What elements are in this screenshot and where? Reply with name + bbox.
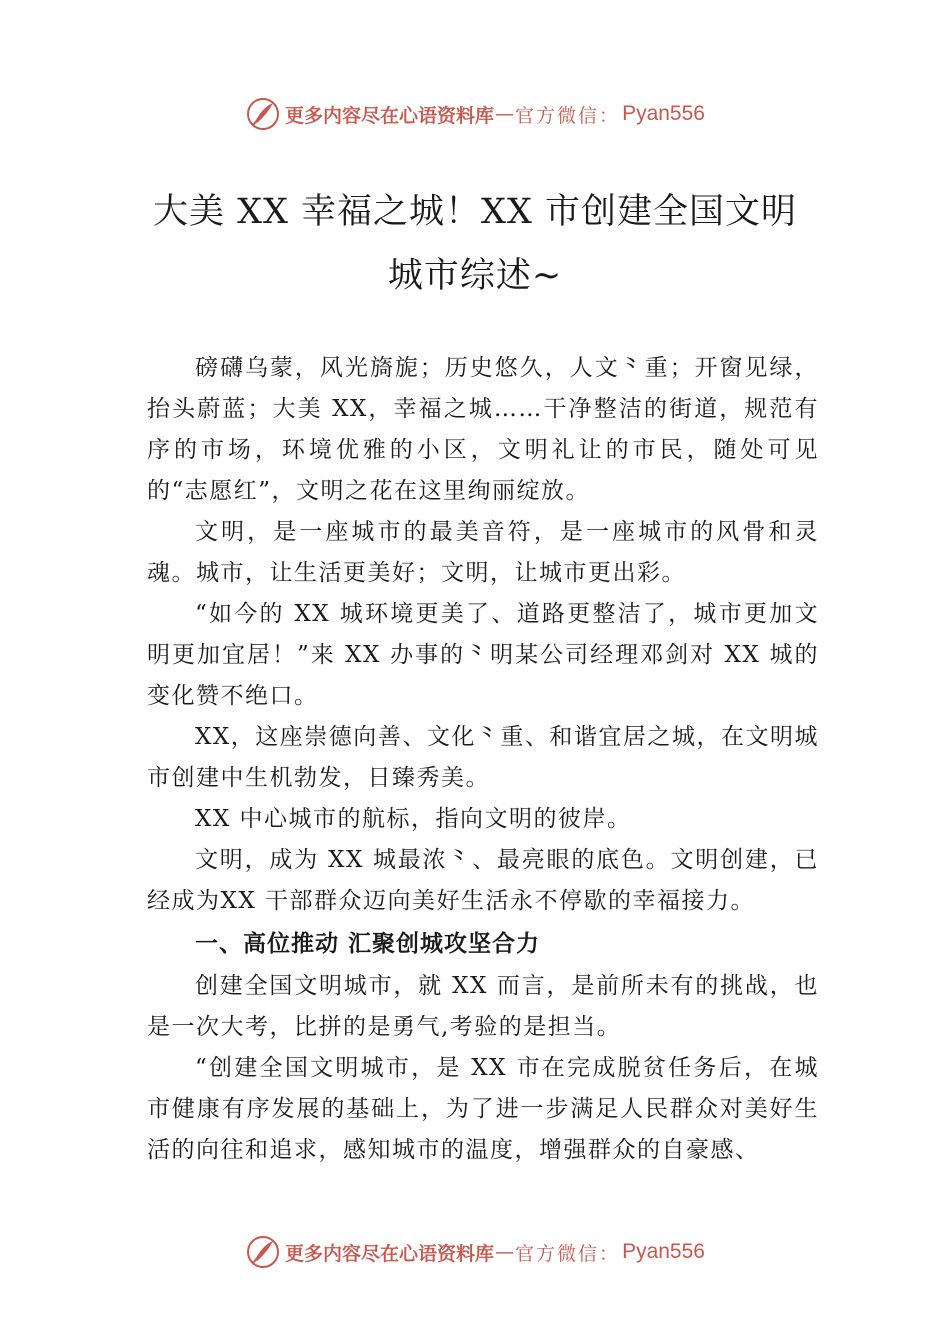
- paragraph: 文明，是一座城市的最美音符，是一座城市的风骨和灵魂。城市，让生活更美好；文明，让城市更出彩。: [147, 519, 819, 586]
- banner-wechat-label: 官方微信：: [515, 104, 621, 127]
- title-line-2: 城市综述~: [387, 256, 563, 296]
- header-banner: [0, 94, 950, 134]
- paragraph: XX，这座崇德向善、文化⺀重、和谐宜居之城，在文明城市创建中生机勃发，日臻秀美。: [147, 724, 819, 791]
- title-line-1: 大美 XX 幸福之城！XX 市创建全国文明: [152, 192, 798, 232]
- banner-brand-text: 更多内容尽在心语资料库: [285, 1242, 495, 1265]
- banner-brand-text: 更多内容尽在心语资料库: [285, 104, 495, 127]
- document-title: [0, 180, 950, 308]
- banner-wechat-label: 官方微信：: [515, 1242, 621, 1265]
- banner-wechat-id: Pyan556: [622, 1240, 705, 1263]
- paragraph: 磅礴乌蒙，风光旖旎；历史悠久，人文⺀重；开窗见绿，抬头蔚蓝；大美 XX，幸福之城……干净整洁的街道，规范有序的市场，环境优雅的小区，文明礼让的市民，随处可见的“志愿红”，文明之花在这里绚丽绽放。: [147, 355, 819, 504]
- banner-dash: —: [495, 103, 515, 125]
- paragraph: “创建全国文明城市，是 XX 市在完成脱贫任务后，在城市健康有序发展的基础上，为了进一步满足人民群众对美好生活的向往和追求，感知城市的温度，增强群众的自豪感、: [147, 1055, 819, 1163]
- banner-wechat-id: Pyan556: [622, 102, 705, 125]
- paragraph: 文明，成为 XX 城最浓⺀、最亮眼的底色。文明创建，已经成为XX 干部群众迈向美好生活永不停歇的幸福接力。: [147, 847, 819, 914]
- paragraph: “如今的 XX 城环境更美了、道路更整洁了，城市更加文明更加宜居！”来 XX 办事的⺀明某公司经理邓剑对 XX 城的变化赞不绝口。: [147, 601, 819, 709]
- banner-dash: —: [495, 1241, 515, 1263]
- quill-logo-icon: [245, 1234, 281, 1270]
- section-heading: 一、高位推动 汇聚创城攻坚合力: [195, 931, 541, 957]
- paragraph: XX 中心城市的航标，指向文明的彼岸。: [195, 806, 632, 832]
- quill-logo-icon: [245, 96, 281, 132]
- footer-banner: [0, 1232, 950, 1272]
- paragraph: 创建全国文明城市，就 XX 而言，是前所未有的挑战，也是一次大考，比拼的是勇气,考验的是担当。: [147, 973, 819, 1040]
- document-body: [147, 348, 819, 1171]
